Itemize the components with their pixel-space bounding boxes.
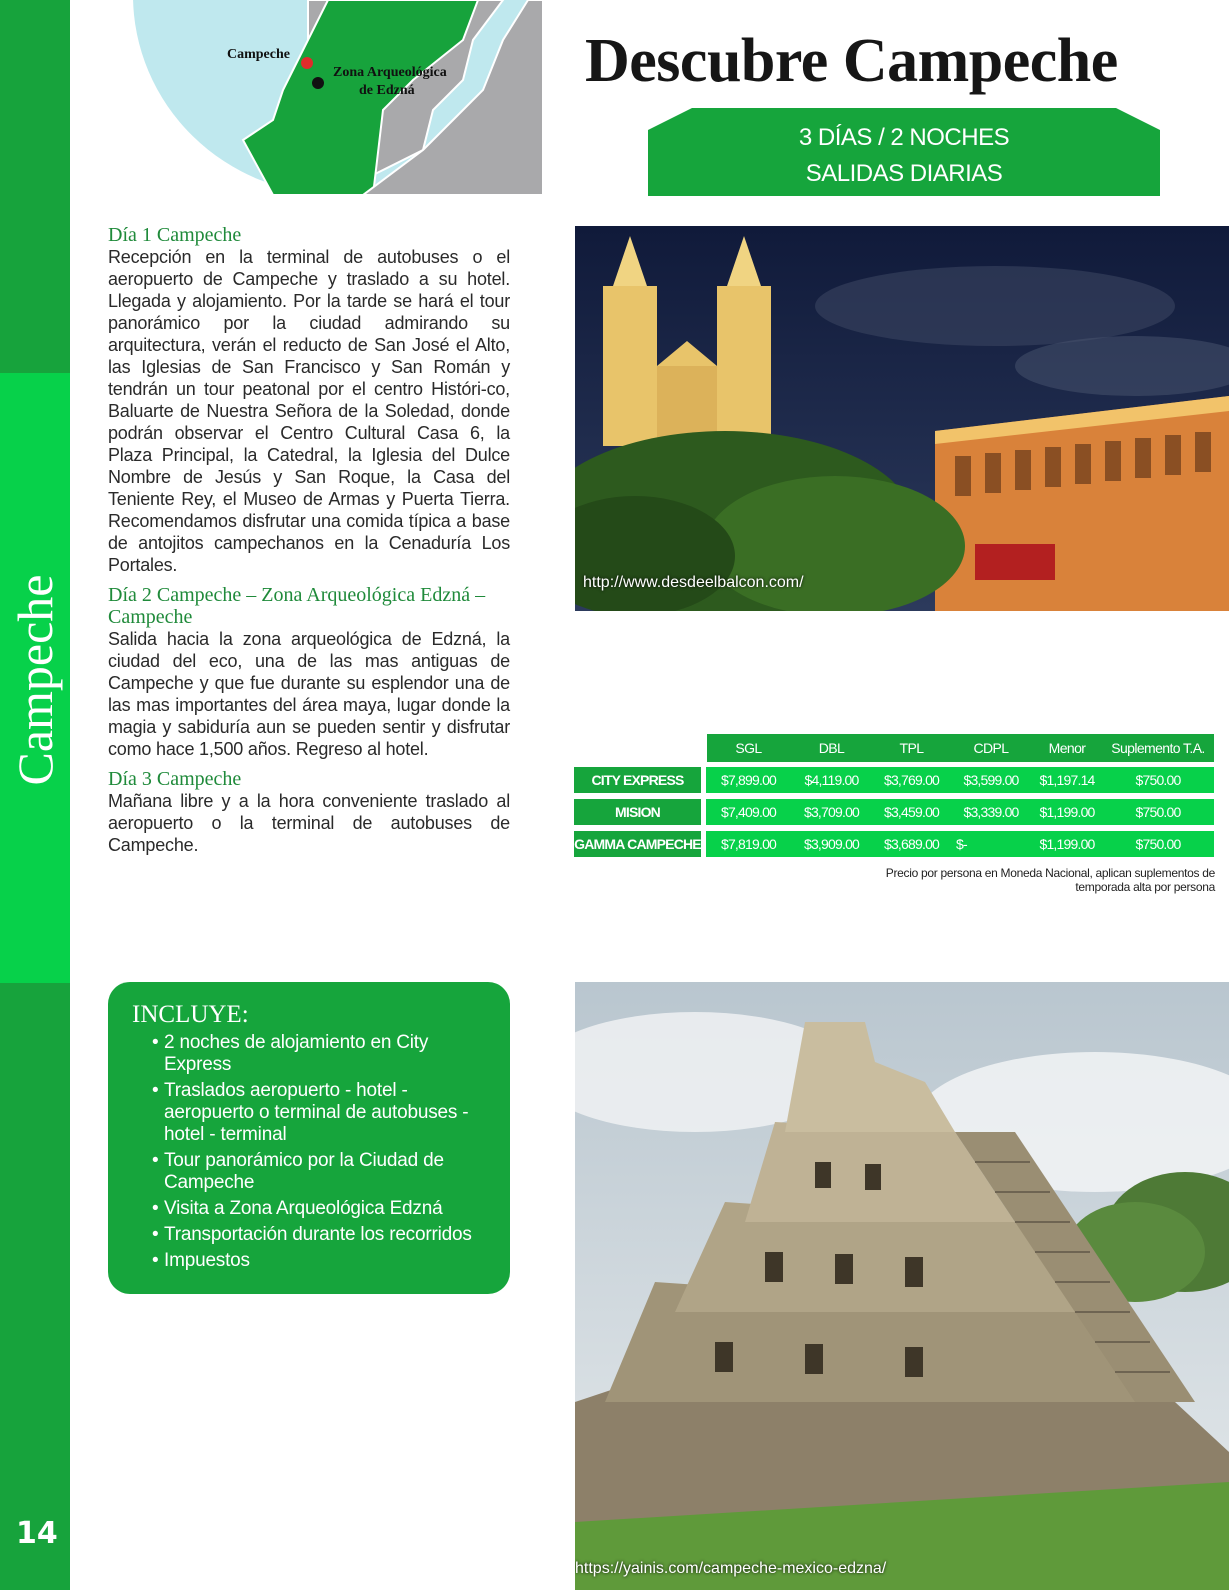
- price-cell: $7,819.00: [720, 836, 777, 852]
- day-3: [108, 768, 510, 856]
- price-cell: $1,197.14: [1039, 772, 1095, 788]
- price-cell: $-: [956, 836, 967, 852]
- price-cell: $3,339.00: [963, 804, 1019, 820]
- page-number: 14: [16, 1516, 58, 1551]
- col-header: Suplemento T.A.: [1102, 734, 1214, 762]
- day-description: Recepción en la terminal de autobuses o el aeropuerto de Campeche y traslado a su hotel. Llegada y alojamiento. Por la tarde se hará el tour panorámico por la ciudad admirando su arquitectura, verán el reducto de San José el Alto, las Iglesias de San Francisco y San Román y tendrán un tour peatonal por el centro Históri-co, Baluarte de Nuestra Señora de la Soledad, donde podrán observar el Centro Cultural Casa 6, la Plaza Principal, la Catedral, la Iglesia del Dulce Nombre de Jesús y San Roque, la Casa del Teniente Rey, el Museo de Armas y Puerta Tierra. Recomendamos disfrutar una comida típica a base de antojitos campechanos en la Cenaduría Los Portales.: [108, 247, 510, 575]
- includes-title: INCLUYE:: [132, 1001, 249, 1028]
- includes-box: [108, 982, 510, 1294]
- list-item: • Visita a Zona Arqueológica Edzná: [152, 1198, 486, 1220]
- price-cell: $4,119.00: [804, 772, 859, 788]
- price-note: [820, 866, 1215, 894]
- price-cell: $3,689.00: [883, 836, 940, 852]
- includes-list: [132, 1032, 486, 1272]
- list-item: • Transportación durante los recorridos: [152, 1224, 486, 1246]
- day-title: Día 1 Campeche: [108, 224, 242, 246]
- price-cell: $7,409.00: [720, 804, 777, 820]
- page-title: Descubre Campeche: [585, 27, 1118, 95]
- price-cell: $1,199.00: [1039, 836, 1095, 852]
- photo-credit-bottom: https://yainis.com/campeche-mexico-edzna/: [575, 1560, 887, 1577]
- day-description: Mañana libre y a la hora conveniente traslado al aeropuerto o la terminal de autobuses de Campeche.: [108, 791, 510, 855]
- price-cell: $750.00: [1135, 836, 1181, 852]
- day-title: Día 2 Campeche – Zona Arqueológica Edzná – Campeche: [108, 584, 486, 628]
- col-header: DBL: [790, 734, 873, 762]
- badge-duration: 3 DÍAS / 2 NOCHES: [798, 124, 1010, 151]
- price-cell: $750.00: [1135, 772, 1181, 788]
- day-title: Día 3 Campeche: [108, 768, 242, 790]
- price-cell: $7,899.00: [720, 772, 777, 788]
- price-note-line-2: temporada alta por persona: [1075, 880, 1215, 894]
- price-cell: $3,599.00: [963, 772, 1019, 788]
- list-item: • Tour panorámico por la Ciudad de Campeche: [152, 1150, 486, 1194]
- price-cell: $3,769.00: [883, 772, 940, 788]
- list-item: • Traslados aeropuerto - hotel - aeropuerto o terminal de autobuses - hotel - terminal: [152, 1080, 486, 1146]
- day-description: Salida hacia la zona arqueológica de Edzná, la ciudad del eco, una de las mas antiguas de Campeche y que fue durante su esplendor una de las mas importantes del área maya, lugar donde la magia y sabiduría aun se pueden sentir y disfrutar como hace 1,500 años. Regreso al hotel.: [108, 629, 510, 759]
- duration-badge: [648, 108, 1160, 196]
- map-label-edzna-1: Zona Arqueológica: [333, 65, 447, 80]
- price-cell: $3,709.00: [803, 804, 860, 820]
- hotel-name: MISION: [574, 799, 701, 825]
- campeche-marker: [301, 57, 313, 69]
- map-label-campeche: Campeche: [227, 47, 290, 62]
- col-header: CDPL: [950, 734, 1032, 762]
- edzna-marker: [312, 77, 324, 89]
- price-cell: $750.00: [1135, 804, 1181, 820]
- day-1: [108, 224, 510, 576]
- location-map: [133, 0, 543, 195]
- price-cell: $1,199.00: [1039, 804, 1095, 820]
- badge-departures: SALIDAS DIARIAS: [805, 160, 1003, 187]
- photo-credit-top: http://www.desdeelbalcon.com/: [583, 574, 804, 591]
- photo-cathedral: [575, 226, 1229, 611]
- price-cell: $3,909.00: [803, 836, 860, 852]
- list-item: • Impuestos: [152, 1250, 486, 1272]
- map-label-edzna-2: de Edzná: [359, 83, 415, 98]
- price-cell: $3,459.00: [883, 804, 940, 820]
- list-item: • 2 noches de alojamiento en City Express: [152, 1032, 486, 1076]
- col-header: TPL: [873, 734, 950, 762]
- day-2: [108, 584, 510, 760]
- photo-edzna: [575, 982, 1229, 1590]
- map-graphic: [133, 0, 543, 195]
- hotel-name: CITY EXPRESS: [574, 767, 701, 793]
- col-header: Menor: [1032, 734, 1102, 762]
- col-header: SGL: [707, 734, 790, 762]
- hotel-name: GAMMA CAMPECHE: [574, 831, 701, 857]
- price-note-line-1: Precio por persona en Moneda Nacional, aplican suplementos de: [885, 866, 1215, 880]
- itinerary: [108, 224, 510, 864]
- sidebar-label: Campeche: [7, 574, 63, 786]
